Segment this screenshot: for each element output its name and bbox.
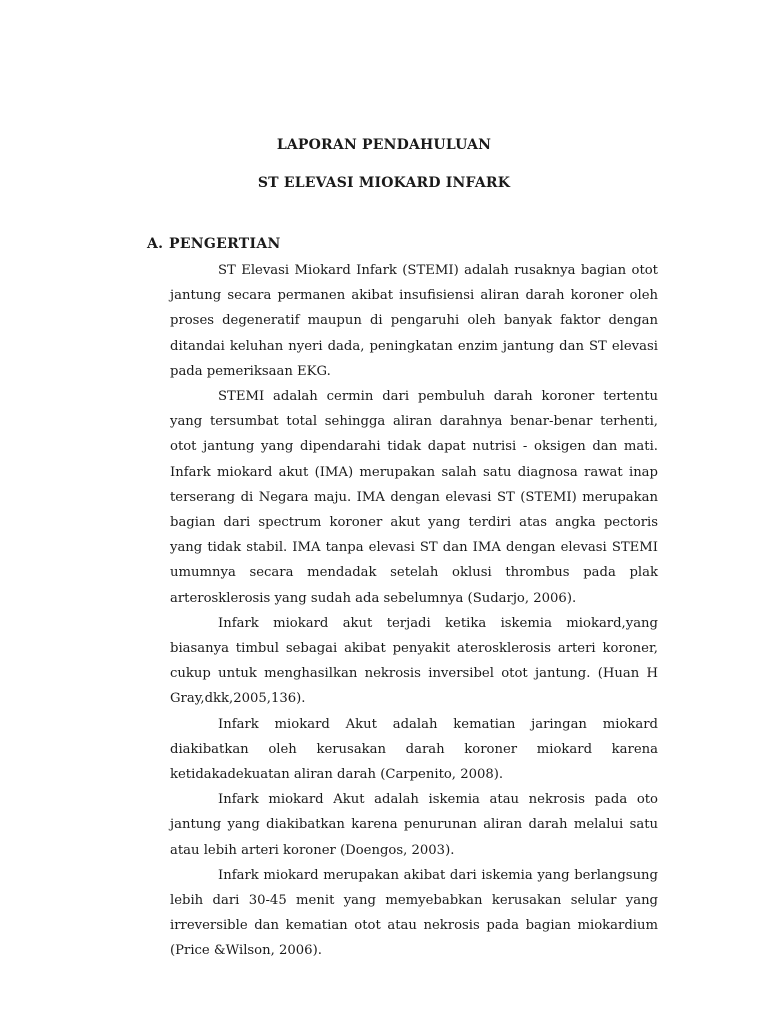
paragraph: Infark miokard Akut adalah kematian jaringan miokard diakibatkan oleh kerusakan darah koroner miokard karena ketidakadekuatan aliran darah (Carpenito, 2008).	[170, 716, 658, 783]
paragraph: STEMI adalah cermin dari pembuluh darah koroner tertentu yang tersumbat total sehingga aliran darahnya benar-benar terhenti, otot jantung yang dipendarahi tidak dapat nutrisi - oksigen dan mati. Infark miokard akut (IMA) merupakan salah satu diagnosa rawat inap terserang di Negara maju. IMA dengan elevasi ST (STEMI) merupakan bagian dari spectrum koroner akut yang terdiri atas angka pectoris yang tidak stabil. IMA tanpa elevasi ST dan IMA dengan elevasi STEMI umumnya secara mendadak setelah oklusi thrombus pada plak arterosklerosis yang sudah ada sebelumnya (Sudarjo, 2006).	[170, 389, 658, 606]
document-subtitle: ST ELEVASI MIOKARD INFARK	[257, 175, 511, 191]
section-number: A.	[147, 236, 164, 252]
paragraph: ST Elevasi Miokard Infark (STEMI) adalah rusaknya bagian otot jantung secara permanen akibat insufisiensi aliran darah koroner oleh proses degeneratif maupun di pengaruhi oleh banyak faktor dengan ditandai keluhan nyeri dada, peningkatan enzim jantung dan ST elevasi pada pemeriksaan EKG.	[170, 263, 658, 379]
section-body	[170, 258, 658, 964]
section-heading	[147, 236, 281, 252]
document-title: LAPORAN PENDAHULUAN	[276, 137, 492, 153]
paragraph: Infark miokard merupakan akibat dari iskemia yang berlangsung lebih dari 30-45 menit yang memyebabkan kerusakan selular yang irreversible dan kematian otot atau nekrosis pada bagian miokardium (Price &Wilson, 2006).	[170, 867, 658, 959]
paragraph: Infark miokard akut terjadi ketika iskemia miokard,yang biasanya timbul sebagai akibat penyakit aterosklerosis arteri koroner, cukup untuk menghasilkan nekrosis inversibel otot jantung. (Huan H Gray,dkk,2005,136).	[170, 615, 658, 707]
section-title: PENGERTIAN	[169, 236, 281, 252]
paragraph: Infark miokard Akut adalah iskemia atau nekrosis pada oto jantung yang diakibatkan karena penurunan aliran darah melalui satu atau lebih arteri koroner (Doengos, 2003).	[170, 792, 658, 858]
